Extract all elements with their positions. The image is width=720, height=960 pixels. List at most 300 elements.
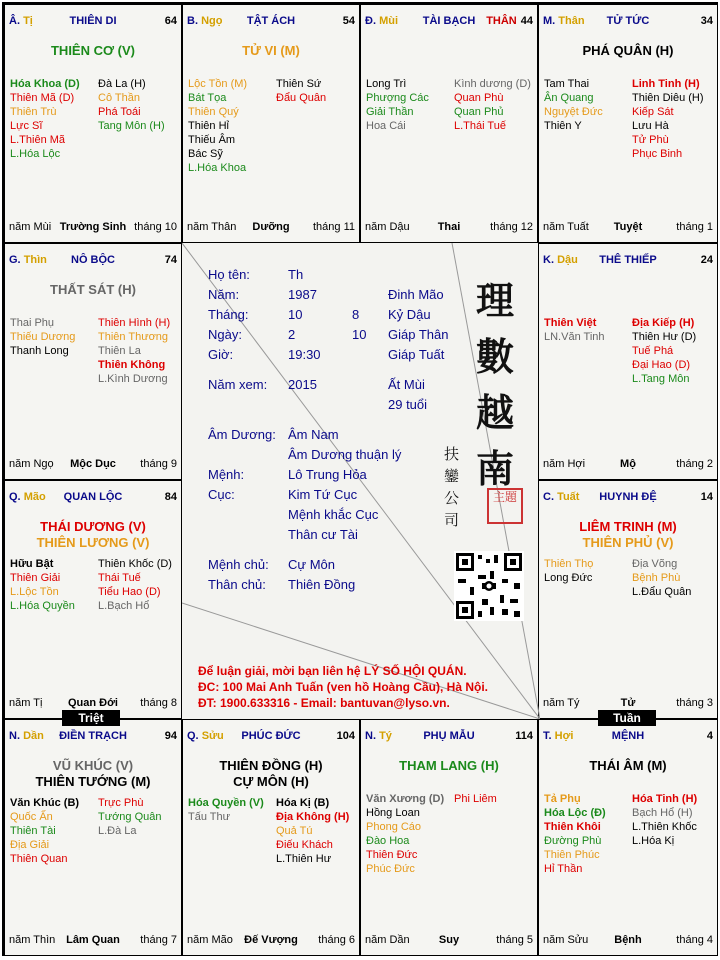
palace-tuat: [538, 480, 718, 719]
palace-year: năm Dần: [365, 934, 410, 946]
palace-cuc-number: [701, 15, 713, 27]
menh-label: Mệnh:: [208, 467, 245, 482]
star: Tử Phù: [632, 134, 669, 146]
palace-header: [543, 254, 713, 268]
main-star: THIÊN ĐỒNG (H): [219, 758, 323, 773]
star: Phượng Các: [366, 92, 429, 104]
right-stars: [632, 792, 697, 848]
than-chu-label: Thân chủ:: [208, 577, 266, 592]
palace-month: tháng 8: [140, 697, 177, 709]
palace-cuc-number: [165, 15, 177, 27]
palace-can: M.: [543, 15, 556, 27]
palace-name: TỬ TỨC: [606, 15, 650, 27]
star: Hóa Tinh (H): [632, 793, 698, 805]
main-star: TỬ VI (M): [242, 43, 300, 58]
star: Thiên Thương: [98, 331, 169, 343]
star: Trực Phù: [98, 797, 144, 809]
contact-address: ĐC: 100 Mai Anh Tuấn (ven hồ Hoàng Cầu), Hà Nội.: [198, 680, 489, 694]
nam-can-chi: Đinh Mão: [388, 287, 444, 302]
cuc-number: 34: [700, 15, 713, 27]
star: L.Lộc Tồn: [10, 586, 59, 598]
red-seal-stamp: 主題: [487, 488, 523, 524]
star: Thiên Phúc: [544, 849, 600, 861]
palace-year: năm Hợi: [543, 458, 586, 470]
right-stars: [98, 557, 172, 613]
cuc-number: 74: [164, 254, 177, 266]
left-stars: [10, 316, 75, 358]
star: Hỉ Thần: [544, 863, 583, 875]
star: L.Thiên Hư: [276, 853, 332, 865]
ngay-label: Ngày:: [208, 327, 242, 342]
main-star: THẤT SÁT (H): [50, 282, 136, 297]
palace-footer: [543, 221, 713, 234]
truong-sinh-stage: Thai: [437, 221, 461, 233]
palace-footer: [187, 221, 355, 234]
star: L.Hóa Kị: [632, 835, 675, 847]
thang-can-chi: Kỷ Dậu: [388, 307, 431, 322]
palace-suu: [182, 719, 360, 956]
star: Thai Phụ: [10, 317, 55, 329]
star: L.Tang Môn: [632, 373, 690, 385]
star: Ân Quang: [544, 92, 594, 104]
star: Văn Khúc (B): [10, 797, 80, 809]
center-info-panel: [182, 243, 540, 719]
palace-header: [365, 15, 533, 29]
palace-can: T.: [543, 730, 552, 742]
palace-ty: [4, 4, 182, 243]
star: Thiên Tài: [10, 825, 56, 837]
star: Điếu Khách: [276, 839, 333, 851]
palace-year: năm Sửu: [543, 934, 589, 946]
main-star: THIÊN LƯƠNG (V): [36, 535, 150, 550]
palace-chi: Mão: [23, 491, 46, 503]
main-star: PHÁ QUÂN (H): [582, 43, 674, 58]
contact-line-1: Để luận giải, mời bạn liên hệ LÝ SỐ HỘI QUÁN.: [198, 664, 467, 678]
palace-cuc-number: [707, 730, 713, 742]
star: Bệnh Phù: [632, 572, 681, 584]
palace-name: HUYNH ĐỆ: [599, 491, 657, 503]
star: Thiên Việt: [544, 317, 597, 329]
truong-sinh-stage: Đế Vượng: [244, 934, 298, 946]
palace-chi: Ngọ: [201, 15, 223, 27]
star: Văn Xương (D): [366, 793, 445, 805]
qr-code-icon: [454, 551, 524, 621]
palace-header: [187, 730, 355, 744]
palace-chi: Tý: [379, 730, 392, 742]
palace-name: THIÊN DI: [69, 15, 117, 27]
palace-footer: [9, 697, 177, 710]
nam-value: 1987: [288, 287, 317, 302]
truong-sinh-stage: Dưỡng: [252, 221, 290, 233]
palace-can: N.: [365, 730, 376, 742]
star: Đẩu Quân: [276, 92, 327, 104]
palace-month: tháng 4: [676, 934, 713, 946]
palace-name: NÔ BỘC: [71, 254, 115, 266]
gio-label: Giờ:: [208, 347, 234, 362]
palace-header: [543, 15, 713, 29]
star: Thiên Mã (D): [10, 92, 75, 104]
truong-sinh-stage: Suy: [438, 934, 460, 946]
cuc-number: 44: [520, 15, 533, 27]
palace-chi: Sửu: [201, 730, 224, 742]
palace-can: N.: [9, 730, 20, 742]
star: Hóa Khoa (D): [10, 78, 80, 90]
palace-name: THÊ THIẾP: [599, 254, 657, 266]
palace-cuc-number: [701, 254, 713, 266]
thang-value: 10: [288, 307, 303, 322]
star: Thiên Quý: [188, 106, 239, 118]
am-duong-label: Âm Dương:: [208, 427, 276, 442]
palace-month: tháng 11: [312, 221, 355, 233]
palace-header: [543, 491, 713, 505]
star: Lực Sĩ: [10, 120, 43, 132]
palace-year: năm Thân: [187, 221, 237, 233]
palace-can: Â.: [9, 15, 20, 27]
palace-dau: [538, 243, 718, 480]
cuc-number: 94: [164, 730, 177, 742]
palace-header: [9, 15, 177, 29]
palace-name: QUAN LỘC: [63, 491, 123, 503]
palace-year: năm Tý: [543, 697, 580, 709]
star: L.Bạch Hổ: [98, 600, 150, 612]
palace-month: tháng 1: [676, 221, 713, 233]
palace-chi: Mùi: [379, 15, 399, 27]
than-chu-value: Thiên Đồng: [288, 577, 356, 592]
main-star: THIÊN TƯỚNG (M): [35, 774, 151, 789]
truong-sinh-stage: Tử: [620, 697, 636, 709]
palace-header: [187, 15, 355, 29]
star: Thiên Giải: [10, 572, 61, 584]
ho-ten-label: Họ tên:: [208, 267, 250, 282]
truong-sinh-stage: Bệnh: [614, 934, 642, 946]
cuc-relation: Mệnh khắc Cục: [288, 507, 379, 522]
cuc-number: 64: [164, 15, 177, 27]
star: Thanh Long: [10, 345, 69, 357]
right-stars: [98, 796, 162, 838]
right-stars: [98, 316, 170, 386]
star: Nguyệt Đức: [544, 106, 603, 118]
star: Địa Giải: [10, 839, 50, 851]
star: Thiên Quan: [10, 853, 68, 865]
star: Phúc Đức: [366, 863, 415, 875]
cuc-number: 114: [515, 730, 533, 742]
palace-month: tháng 6: [318, 934, 355, 946]
star: Lộc Tồn (M): [188, 78, 248, 90]
triet-marker: Triệt: [62, 710, 120, 726]
palace-name: TÀI BẠCH: [422, 15, 476, 27]
right-stars: [276, 796, 349, 866]
main-star: THAM LANG (H): [399, 758, 499, 773]
than-cu: Thân cư Tài: [288, 527, 358, 542]
star: L.Thiên Mã: [10, 134, 66, 146]
star: Thiên La: [98, 345, 141, 357]
nam-xem-can-chi: Ất Mùi: [388, 377, 425, 392]
palace-header: [365, 730, 533, 744]
palace-cuc-number: [701, 491, 713, 503]
star: L.Đẩu Quân: [632, 586, 692, 598]
star: Hồng Loan: [366, 807, 420, 819]
palace-thin: [4, 243, 182, 480]
truong-sinh-stage: Lâm Quan: [66, 934, 120, 946]
palace-name: ĐIỀN TRẠCH: [59, 730, 127, 742]
star: Tiểu Hao (D): [98, 586, 161, 598]
cuc-number: 84: [164, 491, 177, 503]
menh-chu-value: Cự Môn: [288, 557, 335, 572]
main-star: THIÊN CƠ (V): [50, 43, 136, 58]
palace-footer: [9, 221, 177, 234]
star: L.Hóa Khoa: [188, 162, 247, 174]
palace-hoi: [538, 719, 718, 956]
palace-can: Q.: [9, 491, 21, 503]
main-star: CỰ MÔN (H): [233, 774, 309, 789]
palace-chi: Tuất: [557, 491, 580, 503]
star: Thiên Không: [98, 359, 166, 371]
star: L.Hóa Quyền: [10, 600, 75, 612]
star: Tang Môn (H): [98, 120, 165, 132]
right-stars: [632, 316, 696, 386]
tuan-marker: Tuần: [598, 710, 656, 726]
palace-cuc-number: [343, 15, 355, 27]
nam-xem-label: Năm xem:: [208, 377, 268, 392]
left-stars: [188, 77, 247, 175]
star: Long Đức: [544, 572, 593, 584]
palace-cuc-number: [515, 730, 533, 742]
star: Thiên Đức: [366, 849, 418, 861]
left-stars: [366, 77, 429, 133]
star: Long Trì: [366, 78, 407, 90]
star: Thiên Sứ: [276, 78, 322, 90]
tuoi-value: 29 tuổi: [388, 397, 428, 412]
cuc-number: 4: [706, 730, 713, 742]
star: Thiên Hình (H): [98, 317, 171, 329]
right-stars: [98, 77, 165, 133]
palace-footer: [9, 458, 177, 471]
star: Địa Võng: [632, 558, 678, 570]
nam-xem-value: 2015: [288, 377, 317, 392]
palace-header: [9, 730, 177, 744]
thang-label: Tháng:: [208, 307, 249, 322]
calligraphy-side: 扶鑾公司: [444, 445, 460, 529]
cuc-number: 54: [342, 15, 355, 27]
palace-footer: [365, 934, 533, 947]
left-stars: [544, 557, 593, 585]
palace-year: năm Tị: [9, 697, 43, 709]
palace-header: [543, 730, 713, 744]
left-stars: [10, 77, 80, 161]
palace-month: tháng 5: [496, 934, 533, 946]
star: Hữu Bật: [10, 558, 54, 570]
palace-mui: [360, 4, 538, 243]
palace-mao: [4, 480, 182, 719]
star: Linh Tinh (H): [632, 78, 700, 90]
palace-name: PHÚC ĐỨC: [241, 730, 301, 742]
star: Đào Hoa: [366, 835, 410, 847]
star: Bát Tọa: [188, 92, 227, 104]
palace-month: tháng 2: [676, 458, 713, 470]
star: Tả Phụ: [544, 793, 581, 805]
main-star: THIÊN PHỦ (V): [582, 535, 674, 550]
palace-chi: Dậu: [557, 254, 578, 266]
am-duong-value: Âm Nam: [288, 427, 339, 442]
star: Thiên Khốc (D): [98, 558, 172, 570]
star: Thiên Thọ: [544, 558, 594, 570]
star: Thái Tuế: [98, 572, 141, 584]
main-star: THÁI ÂM (M): [589, 758, 667, 773]
palace-can: B.: [187, 15, 198, 27]
cuc-number: 104: [336, 730, 355, 742]
star: Phi Liêm: [454, 793, 497, 805]
ngay-am-value: 10: [352, 327, 367, 342]
truong-sinh-stage: Mộc Dục: [70, 458, 116, 470]
palace-year: năm Mùi: [9, 221, 52, 233]
palace-footer: [543, 458, 713, 471]
palace-chi: Hợi: [554, 730, 574, 742]
star: L.Đà La: [98, 825, 137, 837]
star: Bác Sỹ: [188, 148, 223, 160]
right-stars: [454, 792, 497, 806]
star: Hóa Quyền (V): [188, 797, 264, 809]
palace-chi: Tị: [23, 15, 33, 27]
left-stars: [10, 796, 79, 866]
palace-name: TẬT ÁCH: [246, 15, 296, 27]
palace-footer: [543, 934, 713, 947]
star: Thiếu Dương: [10, 331, 76, 343]
left-stars: [544, 792, 606, 876]
palace-chi: Thìn: [23, 254, 47, 266]
star: Đà La (H): [98, 78, 146, 90]
palace-header: [9, 254, 177, 268]
palace-can: Q.: [187, 730, 199, 742]
palace-year: năm Ngọ: [9, 458, 54, 470]
right-stars: [632, 557, 691, 599]
palace-month: tháng 9: [140, 458, 177, 470]
palace-chi: Thân: [558, 15, 585, 27]
star: Thiên Diêu (H): [632, 92, 704, 104]
palace-footer: [9, 934, 177, 947]
palace-can: Đ.: [365, 15, 376, 27]
gio-can-chi: Giáp Tuất: [388, 347, 445, 362]
main-star: THÁI DƯƠNG (V): [40, 519, 146, 534]
palace-can: G.: [9, 254, 21, 266]
palace-cuc-number: [165, 254, 177, 266]
star: L.Thiên Khốc: [632, 821, 697, 833]
contact-phone-email: ĐT: 1900.633316 - Email: bantuvan@lyso.vn.: [198, 696, 450, 710]
star: Tấu Thư: [188, 811, 231, 823]
star: Đại Hao (D): [632, 359, 691, 371]
star: L.Thái Tuế: [454, 120, 506, 132]
horoscope-chart: [2, 2, 718, 956]
palace-year: năm Tuất: [543, 221, 589, 233]
palace-footer: [365, 221, 533, 234]
left-stars: [544, 316, 605, 344]
star: Kiếp Sát: [632, 106, 674, 118]
star: Giải Thần: [366, 106, 414, 118]
ngay-value: 2: [288, 327, 296, 342]
palace-footer: [543, 697, 713, 710]
gio-value: 19:30: [288, 347, 321, 362]
truong-sinh-stage: Mộ: [620, 458, 636, 470]
palace-name: PHỤ MẪU: [423, 730, 475, 742]
cuc-number: 14: [700, 491, 713, 503]
palace-cuc-number: [165, 491, 177, 503]
palace-year: năm Dậu: [365, 221, 410, 233]
calligraphy-title: 理數越南: [475, 278, 514, 491]
star: Hoa Cái: [366, 120, 406, 132]
palace-dan: [4, 719, 182, 956]
nam-label: Năm:: [208, 287, 240, 302]
left-stars: [188, 796, 264, 824]
palace-month: tháng 7: [140, 934, 177, 946]
star: Tuế Phá: [632, 345, 674, 357]
palace-can: K.: [543, 254, 554, 266]
star: Cô Thần: [98, 92, 140, 104]
star: Tướng Quân: [98, 811, 162, 823]
palace-year: năm Thìn: [9, 934, 56, 946]
truong-sinh-stage: Trường Sinh: [59, 221, 127, 233]
star: Quan Phù: [454, 92, 504, 104]
star: Hóa Kị (B): [276, 797, 330, 809]
palace-month: tháng 10: [134, 221, 177, 233]
palace-ngo: [182, 4, 360, 243]
ho-ten-value: Th: [288, 267, 304, 282]
star: Tam Thai: [544, 78, 590, 90]
left-stars: [544, 77, 603, 133]
star: Quả Tú: [276, 825, 313, 837]
right-stars: [454, 77, 531, 133]
star: Địa Kiếp (H): [632, 317, 695, 329]
main-star: LIÊM TRINH (M): [579, 519, 677, 534]
star: Thiên Trù: [10, 106, 57, 118]
am-duong-ly: Âm Dương thuận lý: [288, 447, 402, 462]
star: Phong Cáo: [366, 821, 422, 833]
right-stars: [632, 77, 704, 161]
palace-cuc-number: [165, 730, 177, 742]
palace-footer: [187, 934, 355, 947]
palace-name: MỆNH: [611, 730, 645, 742]
main-star: VŨ KHÚC (V): [52, 758, 134, 773]
star: Thiếu Âm: [188, 134, 236, 146]
star: Đường Phù: [544, 835, 602, 847]
star: Phục Binh: [632, 148, 683, 160]
palace-cuc-number: [486, 15, 533, 27]
star: Thiên Y: [544, 120, 582, 132]
star: Thiên Hỉ: [188, 120, 229, 132]
palace-ty2: [360, 719, 538, 956]
star: Quan Phủ: [454, 106, 504, 118]
star: Bạch Hổ (H): [632, 807, 693, 819]
star: Thiên Khôi: [544, 821, 601, 833]
palace-can: C.: [543, 491, 554, 503]
palace-than: [538, 4, 718, 243]
star: L.Kình Dương: [98, 373, 168, 385]
left-stars: [366, 792, 444, 876]
cuc-value: Kim Tứ Cục: [288, 487, 358, 502]
palace-month: tháng 3: [676, 697, 713, 709]
star: Quốc Ấn: [10, 811, 53, 823]
star: Lưu Hà: [632, 120, 669, 132]
palace-header: [9, 491, 177, 505]
star: LN.Văn Tinh: [544, 331, 605, 343]
ngay-can-chi: Giáp Thân: [388, 327, 449, 342]
star: Phá Toái: [98, 106, 141, 118]
truong-sinh-stage: Quan Đới: [68, 697, 118, 709]
cuc-label: Cục:: [208, 487, 235, 502]
right-stars: [276, 77, 326, 105]
star: Kình dương (D): [454, 78, 531, 90]
left-stars: [10, 557, 75, 613]
truong-sinh-stage: Tuyệt: [613, 221, 643, 233]
star: Địa Không (H): [276, 811, 350, 823]
